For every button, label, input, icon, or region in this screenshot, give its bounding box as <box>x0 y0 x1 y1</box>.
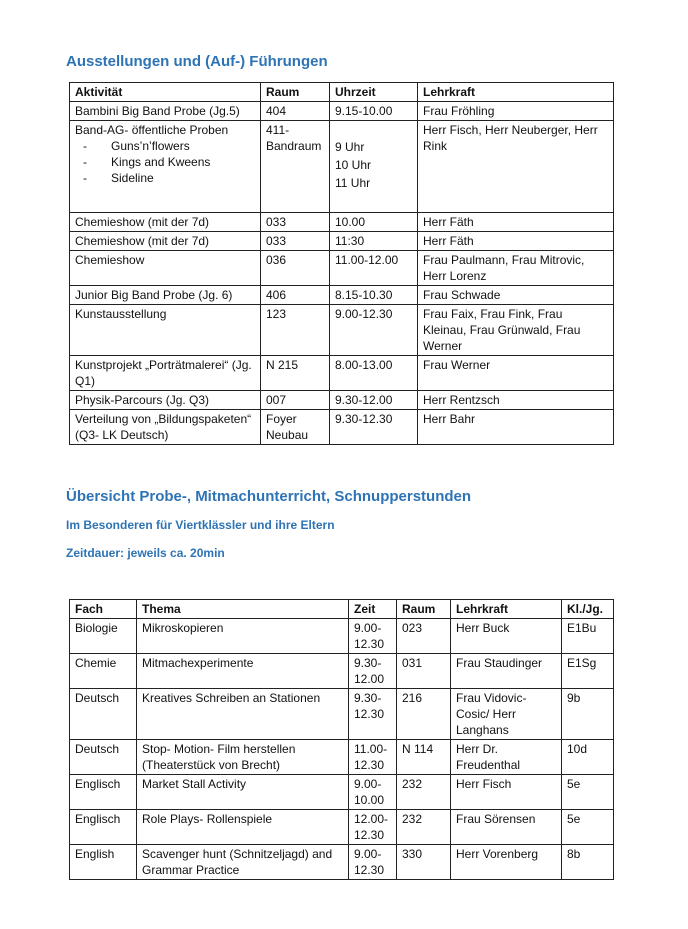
room-cell: 406 <box>261 286 330 305</box>
activities-table <box>69 82 614 445</box>
table-row <box>70 689 614 740</box>
subject-cell: Chemie <box>70 654 137 689</box>
time-cell: 9.00- 10.00 <box>349 775 397 810</box>
topic-cell: Scavenger hunt (Schnitzeljagd) and Grammar Practice <box>137 845 349 880</box>
room-cell: 232 <box>397 775 451 810</box>
teacher-cell: Frau Faix, Frau Fink, Frau Kleinau, Frau Grünwald, Frau Werner <box>418 305 614 356</box>
teacher-cell: Herr Rentzsch <box>418 391 614 410</box>
table-row <box>70 775 614 810</box>
activity-cell: Verteilung von „Bildungspaketen“ (Q3- LK Deutsch) <box>70 410 261 445</box>
table-row <box>70 251 614 286</box>
teacher-cell: Herr Bahr <box>418 410 614 445</box>
activity-cell: Bambini Big Band Probe (Jg.5) <box>70 102 261 121</box>
activity-cell: Chemieshow (mit der 7d) <box>70 213 261 232</box>
table-row <box>70 845 614 880</box>
column-header: Thema <box>137 600 349 619</box>
activity-cell: Chemieshow <box>70 251 261 286</box>
table-row <box>70 232 614 251</box>
room-cell: Foyer Neubau <box>261 410 330 445</box>
teacher-cell: Herr Fisch <box>451 775 562 810</box>
time-cell: 12.00- 12.30 <box>349 810 397 845</box>
subject-cell: Deutsch <box>70 740 137 775</box>
section2-title: Übersicht Probe-, Mitmachunterricht, Schnupperstunden <box>66 488 472 505</box>
room-cell: 404 <box>261 102 330 121</box>
table-row <box>70 810 614 845</box>
class-cell: 10d <box>562 740 614 775</box>
subject-cell: Biologie <box>70 619 137 654</box>
room-cell: 330 <box>397 845 451 880</box>
room-cell: 036 <box>261 251 330 286</box>
teacher-cell: Frau Werner <box>418 356 614 391</box>
column-header: Raum <box>397 600 451 619</box>
time-cell: 10.00 <box>330 213 418 232</box>
time-cell: 9.30- 12.00 <box>349 654 397 689</box>
time-cell: 8.15-10.30 <box>330 286 418 305</box>
table-row <box>70 102 614 121</box>
room-cell: N 215 <box>261 356 330 391</box>
duration-note: Zeitdauer: jeweils ca. 20min <box>66 546 225 560</box>
activity-cell: Chemieshow (mit der 7d) <box>70 232 261 251</box>
teacher-cell: Frau Staudinger <box>451 654 562 689</box>
topic-cell: Role Plays- Rollenspiele <box>137 810 349 845</box>
teacher-cell: Frau Schwade <box>418 286 614 305</box>
time-entry: 9 Uhr <box>335 140 365 154</box>
time-cell: 9.00-12.30 <box>330 305 418 356</box>
table-row <box>70 619 614 654</box>
class-cell: 5e <box>562 775 614 810</box>
room-cell: 033 <box>261 213 330 232</box>
room-cell: 123 <box>261 305 330 356</box>
column-header: Fach <box>70 600 137 619</box>
time-cell: 11.00-12.00 <box>330 251 418 286</box>
teacher-cell: Frau Vidovic- Cosic/ Herr Langhans <box>451 689 562 740</box>
topic-cell: Mitmachexperimente <box>137 654 349 689</box>
table-row <box>70 740 614 775</box>
class-cell: E1Sg <box>562 654 614 689</box>
list-item: - Sideline <box>111 170 256 186</box>
table-row <box>70 356 614 391</box>
time-cell: 11:30 <box>330 232 418 251</box>
room-cell: 033 <box>261 232 330 251</box>
topic-cell: Mikroskopieren <box>137 619 349 654</box>
activity-cell: Kunstprojekt „Porträtmalerei“ (Jg. Q1) <box>70 356 261 391</box>
lessons-table <box>69 599 614 880</box>
topic-cell: Kreatives Schreiben an Stationen <box>137 689 349 740</box>
list-item: - Guns’n’flowers <box>111 138 256 154</box>
time-cell: 9.30- 12.30 <box>349 689 397 740</box>
teacher-cell: Frau Paulmann, Frau Mitrovic, Herr Lorenz <box>418 251 614 286</box>
column-header: Kl./Jg. <box>562 600 614 619</box>
table-row <box>70 391 614 410</box>
table-row <box>70 305 614 356</box>
table-row <box>70 654 614 689</box>
time-cell: 11.00- 12.30 <box>349 740 397 775</box>
time-cell: 8.00-13.00 <box>330 356 418 391</box>
teacher-cell: Herr Buck <box>451 619 562 654</box>
teacher-cell: Herr Fäth <box>418 213 614 232</box>
column-header: Zeit <box>349 600 397 619</box>
time-cell: 9.15-10.00 <box>330 102 418 121</box>
teacher-cell: Herr Vorenberg <box>451 845 562 880</box>
list-item: - Kings and Kweens <box>111 154 256 170</box>
column-header: Raum <box>261 83 330 102</box>
room-cell: 007 <box>261 391 330 410</box>
table-row <box>70 410 614 445</box>
section2-subtitle: Im Besonderen für Viertklässler und ihre Eltern <box>66 518 335 532</box>
column-header: Lehrkraft <box>418 83 614 102</box>
room-cell: N 114 <box>397 740 451 775</box>
table-row <box>70 121 614 213</box>
time-cell: 9.30-12.30 <box>330 410 418 445</box>
column-header: Uhrzeit <box>330 83 418 102</box>
time-entry: 11 Uhr <box>335 176 371 190</box>
table-row <box>70 213 614 232</box>
activity-cell <box>70 121 261 213</box>
room-cell: 216 <box>397 689 451 740</box>
subject-cell: Englisch <box>70 810 137 845</box>
subject-cell: Deutsch <box>70 689 137 740</box>
time-cell: 9.30-12.00 <box>330 391 418 410</box>
teacher-cell: Herr Fäth <box>418 232 614 251</box>
topic-cell: Stop- Motion- Film herstellen (Theaterstück von Brecht) <box>137 740 349 775</box>
subject-cell: Englisch <box>70 775 137 810</box>
class-cell: 9b <box>562 689 614 740</box>
topic-cell: Market Stall Activity <box>137 775 349 810</box>
column-header: Lehrkraft <box>451 600 562 619</box>
activity-label: Band-AG- öffentliche Proben <box>75 123 229 137</box>
table-row <box>70 286 614 305</box>
class-cell: 8b <box>562 845 614 880</box>
room-cell: 031 <box>397 654 451 689</box>
column-header: Aktivität <box>70 83 261 102</box>
time-cell <box>330 121 418 213</box>
time-cell: 9.00- 12.30 <box>349 619 397 654</box>
activity-cell: Kunstausstellung <box>70 305 261 356</box>
activity-cell: Physik-Parcours (Jg. Q3) <box>70 391 261 410</box>
band-list <box>75 138 256 186</box>
room-cell: 232 <box>397 810 451 845</box>
teacher-cell: Herr Dr. Freudenthal <box>451 740 562 775</box>
teacher-cell: Herr Fisch, Herr Neuberger, Herr Rink <box>418 121 614 213</box>
room-cell: 023 <box>397 619 451 654</box>
subject-cell: English <box>70 845 137 880</box>
time-cell: 9.00- 12.30 <box>349 845 397 880</box>
table-header-row <box>70 600 614 619</box>
room-cell: 411- Bandraum <box>261 121 330 213</box>
teacher-cell: Frau Sörensen <box>451 810 562 845</box>
teacher-cell: Frau Fröhling <box>418 102 614 121</box>
time-entry: 10 Uhr <box>335 158 372 172</box>
class-cell: E1Bu <box>562 619 614 654</box>
table-header-row <box>70 83 614 102</box>
class-cell: 5e <box>562 810 614 845</box>
section1-title: Ausstellungen und (Auf-) Führungen <box>66 53 328 70</box>
activity-cell: Junior Big Band Probe (Jg. 6) <box>70 286 261 305</box>
